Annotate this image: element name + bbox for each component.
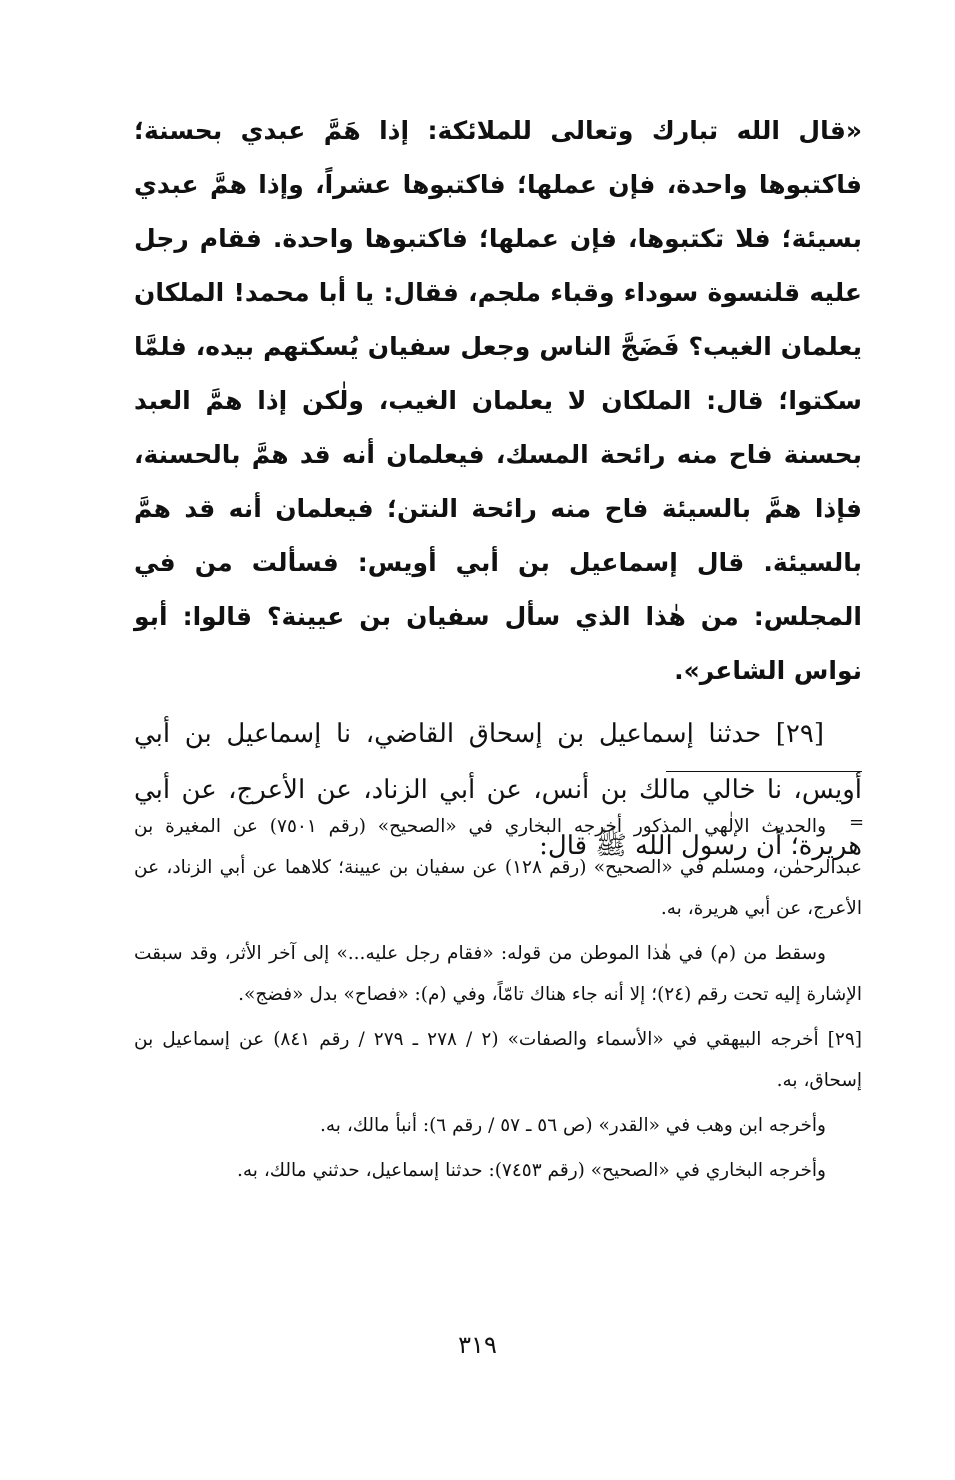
footnotes: [134, 806, 865, 1195]
main-text: [134, 104, 865, 874]
continuation-mark: =: [849, 812, 865, 833]
footnote-3: [٢٩] أخرجه البيهقي في «الأسماء والصفات» (٢ / ٢٧٨ ـ ٢٧٩ / رقم ٨٤١) عن إسماعيل بن إسحاق، به.: [134, 1029, 862, 1091]
footnote-1: [134, 806, 865, 929]
main-paragraph-1: «قال الله تبارك وتعالى للملائكة: إذا هَمَّ عبدي بحسنة؛ فاكتبوها واحدة، فإن عملها؛ فاكتبوها عشراً، وإذا همَّ عبدي بسيئة؛ فلا تكتبوها، فإن عملها؛ فاكتبوها واحدة. فقام رجل عليه قلنسوة سوداء وقباء ملجم، فقال: يا أبا محمد! الملكان يعلمان الغيب؟ فَضَجَّ الناس وجعل سفيان يُسكتهم بيده، فلمَّا سكتوا؛ قال: الملكان لا يعلمان الغيب، ولٰكن إذا همَّ العبد بحسنة فاح منه رائحة المسك، فيعلمان أنه قد همَّ بالحسنة، فإذا همَّ بالسيئة فاح منه رائحة النتن؛ فيعلمان أنه قد همَّ بالسيئة. قال إسماعيل بن أبي أويس: فسألت من في المجلس: من هٰذا الذي سأل سفيان بن عيينة؟ قالوا: أبو نواس الشاعر».: [134, 116, 862, 685]
footnote-4: وأخرجه ابن وهب في «القدر» (ص ٥٦ ـ ٥٧ / رقم ٦): أنبأ مالك، به.: [320, 1115, 826, 1136]
footnote-separator: [666, 771, 862, 772]
main-paragraph-2: [٢٩] حدثنا إسماعيل بن إسحاق القاضي، نا إسماعيل بن أبي أويس، نا خالي مالك بن أنس، عن أبي الزناد، عن الأعرج، عن أبي هريرة؛ أن رسول الله ﷺ قال:: [134, 719, 862, 861]
footnote-2: وسقط من (م) في هٰذا الموطن من قوله: «فقام رجل عليه...» إلى آخر الأثر، وقد سبقت الإشارة إليه تحت رقم (٢٤)؛ إلا أنه جاء هناك تامّاً، وفي (م): «فصاح» بدل «فضج».: [134, 943, 862, 1005]
footnote-1-text: والحديث الإلٰهي المذكور أخرجه البخاري في «الصحيح» (رقم ٧٥٠١) عن المغيرة بن عبدالرحمٰن، ومسلم في «الصحيح» (رقم ١٢٨) عن سفيان بن عيينة؛ كلاهما عن أبي الزناد، عن الأعرج، عن أبي هريرة، به.: [134, 816, 862, 919]
page-number: ٣١٩: [458, 1331, 497, 1359]
footnote-5: وأخرجه البخاري في «الصحيح» (رقم ٧٤٥٣): حدثنا إسماعيل، حدثني مالك، به.: [236, 1160, 826, 1181]
